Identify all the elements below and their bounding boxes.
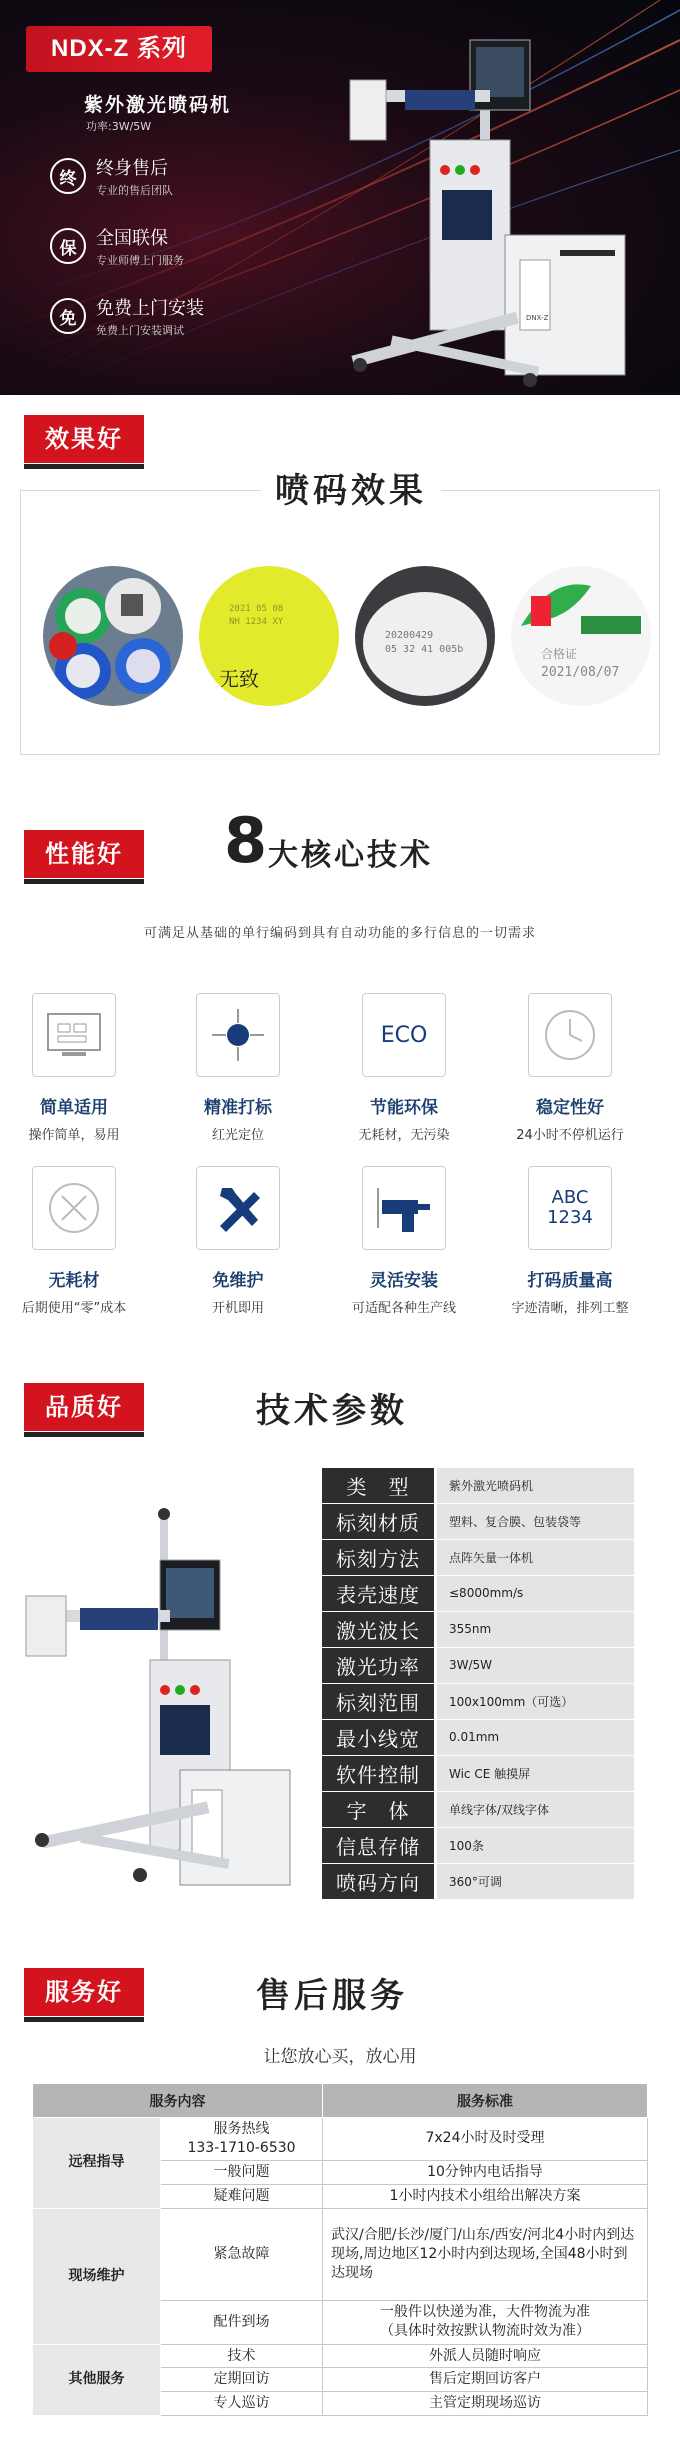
service-standard: 武汉/合肥/长沙/厦门/山东/西安/河北4小时内到达现场,周边地区12小时内到达现场,全国48小时到达现场 xyxy=(323,2208,648,2300)
spec-row xyxy=(322,1648,634,1683)
feature-name: 精准打标 xyxy=(204,1098,272,1118)
feature-desc: 无耗材，无污染 xyxy=(358,1128,450,1143)
spec-value: 355nm xyxy=(437,1612,634,1647)
spec-row xyxy=(322,1720,634,1755)
feature-card-eco xyxy=(324,993,484,1143)
series-badge: NDX-Z 系列 xyxy=(26,26,212,72)
spec-table xyxy=(322,1468,634,1900)
hero-banner xyxy=(0,0,680,395)
features-title: 大核心技术 xyxy=(268,838,433,873)
svg-text:2021 05 08: 2021 05 08 xyxy=(229,604,284,614)
feature-card-flexible-install xyxy=(324,1166,484,1316)
abc-label: ABC xyxy=(551,1187,589,1208)
spec-row xyxy=(322,1792,634,1827)
spec-key: 喷码方向 xyxy=(322,1864,434,1899)
specs-title: 技术参数 xyxy=(256,1391,408,1431)
feature-lifetime-service xyxy=(50,156,173,196)
warranty-icon: 保 xyxy=(50,228,86,264)
feature-national-warranty xyxy=(50,226,184,266)
machine-panel-label: DNX-Z xyxy=(526,314,549,322)
sample-white-bottle xyxy=(355,566,495,706)
white-bottle-line2: 05 32 41 005b xyxy=(385,644,464,655)
service-standard: 售后定期回访客户 xyxy=(323,2368,648,2392)
service-subtitle: 让您放心买，放心用 xyxy=(263,2047,417,2067)
table-row xyxy=(33,2208,648,2300)
simple-operation-icon xyxy=(32,993,116,1077)
white-bottle-line1: 20200429 xyxy=(385,630,434,641)
tools-icon xyxy=(196,1166,280,1250)
eco-label: ECO xyxy=(380,1022,428,1048)
number-label: 1234 xyxy=(547,1207,593,1228)
sample-bottle-caps xyxy=(43,566,183,706)
spec-row xyxy=(322,1864,634,1899)
spec-key: 激光功率 xyxy=(322,1648,434,1683)
feature-sub: 专业的售后团队 xyxy=(96,184,173,197)
feature-desc: 24小时不停机运行 xyxy=(516,1128,624,1143)
feature-title: 终身售后 xyxy=(96,158,168,179)
spec-key: 最小线宽 xyxy=(322,1720,434,1755)
header-content: 服务内容 xyxy=(33,2084,323,2118)
effect-title: 喷码效果 xyxy=(261,467,441,515)
spec-value: 单线字体/双线字体 xyxy=(437,1792,634,1827)
spec-key: 软件控制 xyxy=(322,1756,434,1791)
eco-icon xyxy=(362,993,446,1077)
green-label-line1: 合格证 xyxy=(541,647,578,661)
features-title-number: 8 xyxy=(224,804,268,877)
spec-key: 信息存储 xyxy=(322,1828,434,1863)
sample-yellow-bag xyxy=(199,566,339,706)
service-item: 定期回访 xyxy=(161,2368,323,2392)
service-item: 服务热线 133-1710-6530 xyxy=(161,2118,323,2161)
feature-desc: 红光定位 xyxy=(211,1128,264,1143)
spec-value: 100条 xyxy=(437,1828,634,1863)
feature-card-precise xyxy=(158,993,318,1143)
service-standard: 主管定期现场巡访 xyxy=(323,2392,648,2416)
service-item: 专人巡访 xyxy=(161,2392,323,2416)
effect-panel xyxy=(20,471,660,755)
spec-row xyxy=(322,1504,634,1539)
feature-name: 简单适用 xyxy=(40,1098,108,1118)
feature-name: 免维护 xyxy=(212,1271,264,1291)
spec-value: 100x100mm（可选） xyxy=(437,1684,634,1719)
feature-name: 节能环保 xyxy=(370,1098,438,1118)
spec-row xyxy=(322,1828,634,1863)
spec-value: 360°可调 xyxy=(437,1864,634,1899)
spec-row xyxy=(322,1684,634,1719)
spec-key: 字 体 xyxy=(322,1792,434,1827)
sample-green-label xyxy=(511,566,651,706)
spec-key: 类 型 xyxy=(322,1468,434,1503)
service-item: 疑难问题 xyxy=(161,2184,323,2208)
spec-row xyxy=(322,1540,634,1575)
spec-key: 标刻方法 xyxy=(322,1540,434,1575)
group-other: 其他服务 xyxy=(33,2344,161,2416)
free-install-icon: 免 xyxy=(50,298,86,334)
lifetime-service-icon: 终 xyxy=(50,158,86,194)
feature-card-stable xyxy=(490,993,650,1143)
feature-name: 打码质量高 xyxy=(527,1271,613,1291)
power-label: 功率:3W/5W xyxy=(86,120,152,133)
feature-sub: 免费上门安装调试 xyxy=(96,324,184,337)
spec-value: ≤8000mm/s xyxy=(437,1576,634,1611)
spec-key: 标刻材质 xyxy=(322,1504,434,1539)
feature-card-maintenance-free xyxy=(158,1166,318,1316)
spec-value: 点阵矢量一体机 xyxy=(437,1540,634,1575)
group-onsite: 现场维护 xyxy=(33,2208,161,2344)
service-item: 技术 xyxy=(161,2344,323,2368)
no-consumable-icon xyxy=(32,1166,116,1250)
table-row xyxy=(33,2118,648,2161)
spec-value: Wic CE 触摸屏 xyxy=(437,1756,634,1791)
spec-value: 紫外激光喷码机 xyxy=(437,1468,634,1503)
features-subtitle: 可满足从基础的单行编码到具有自动功能的多行信息的一切需求 xyxy=(143,926,536,941)
spec-value: 塑料、复合膜、包装袋等 xyxy=(437,1504,634,1539)
clock-icon xyxy=(528,993,612,1077)
feature-sub: 专业师傅上门服务 xyxy=(96,254,184,267)
service-header-row xyxy=(33,2084,648,2118)
feature-name: 灵活安装 xyxy=(370,1271,438,1291)
feature-card-quality xyxy=(490,1166,650,1316)
feature-desc: 操作简单，易用 xyxy=(28,1128,120,1143)
section-tag-quality: 品质好 xyxy=(24,1383,144,1431)
feature-card-simple xyxy=(0,993,154,1143)
service-standard: 外派人员随时响应 xyxy=(323,2344,648,2368)
spec-key: 标刻范围 xyxy=(322,1684,434,1719)
product-title: 紫外激光喷码机 xyxy=(84,94,232,116)
feature-desc: 可适配各种生产线 xyxy=(351,1301,456,1316)
feature-title: 全国联保 xyxy=(96,228,168,249)
feature-desc: 后期使用“零”成本 xyxy=(21,1301,127,1316)
yellow-bag-text: 无致 xyxy=(219,667,259,691)
service-item: 紧急故障 xyxy=(161,2208,323,2300)
target-icon xyxy=(196,993,280,1077)
svg-text:NH 1234 XY: NH 1234 XY xyxy=(229,617,284,627)
green-label-line2: 2021/08/07 xyxy=(541,665,620,680)
spec-row xyxy=(322,1612,634,1647)
laser-machine-image xyxy=(330,20,630,390)
feature-desc: 字迹清晰，排列工整 xyxy=(511,1301,629,1316)
gun-icon xyxy=(362,1166,446,1250)
service-standard: 1小时内技术小组给出解决方案 xyxy=(323,2184,648,2208)
service-standard: 一般件以快递为准，大件物流为准 （具体时效按默认物流时效为准） xyxy=(323,2300,648,2344)
service-standard: 10分钟内电话指导 xyxy=(323,2160,648,2184)
spec-row xyxy=(322,1468,634,1503)
machine-product-image xyxy=(20,1500,300,1900)
group-remote: 远程指导 xyxy=(33,2118,161,2209)
table-row xyxy=(33,2344,648,2368)
header-standard: 服务标准 xyxy=(323,2084,648,2118)
feature-desc: 开机即用 xyxy=(211,1301,264,1316)
section-tag-effect: 效果好 xyxy=(24,415,144,463)
spec-row xyxy=(322,1576,634,1611)
section-tag-performance: 性能好 xyxy=(24,830,144,878)
service-item: 配件到场 xyxy=(161,2300,323,2344)
feature-title: 免费上门安装 xyxy=(96,298,204,319)
spec-key: 表壳速度 xyxy=(322,1576,434,1611)
feature-card-no-consumable xyxy=(0,1166,154,1316)
feature-name: 无耗材 xyxy=(48,1271,100,1291)
section-tag-service: 服务好 xyxy=(24,1968,144,2016)
abc-icon xyxy=(528,1166,612,1250)
service-standard: 7x24小时及时受理 xyxy=(323,2118,648,2161)
feature-name: 稳定性好 xyxy=(536,1098,604,1118)
feature-free-install xyxy=(50,296,204,336)
service-title: 售后服务 xyxy=(256,1976,408,2016)
spec-row xyxy=(322,1756,634,1791)
service-table xyxy=(32,2083,648,2416)
service-item: 一般问题 xyxy=(161,2160,323,2184)
spec-value: 3W/5W xyxy=(437,1648,634,1683)
spec-key: 激光波长 xyxy=(322,1612,434,1647)
spec-value: 0.01mm xyxy=(437,1720,634,1755)
